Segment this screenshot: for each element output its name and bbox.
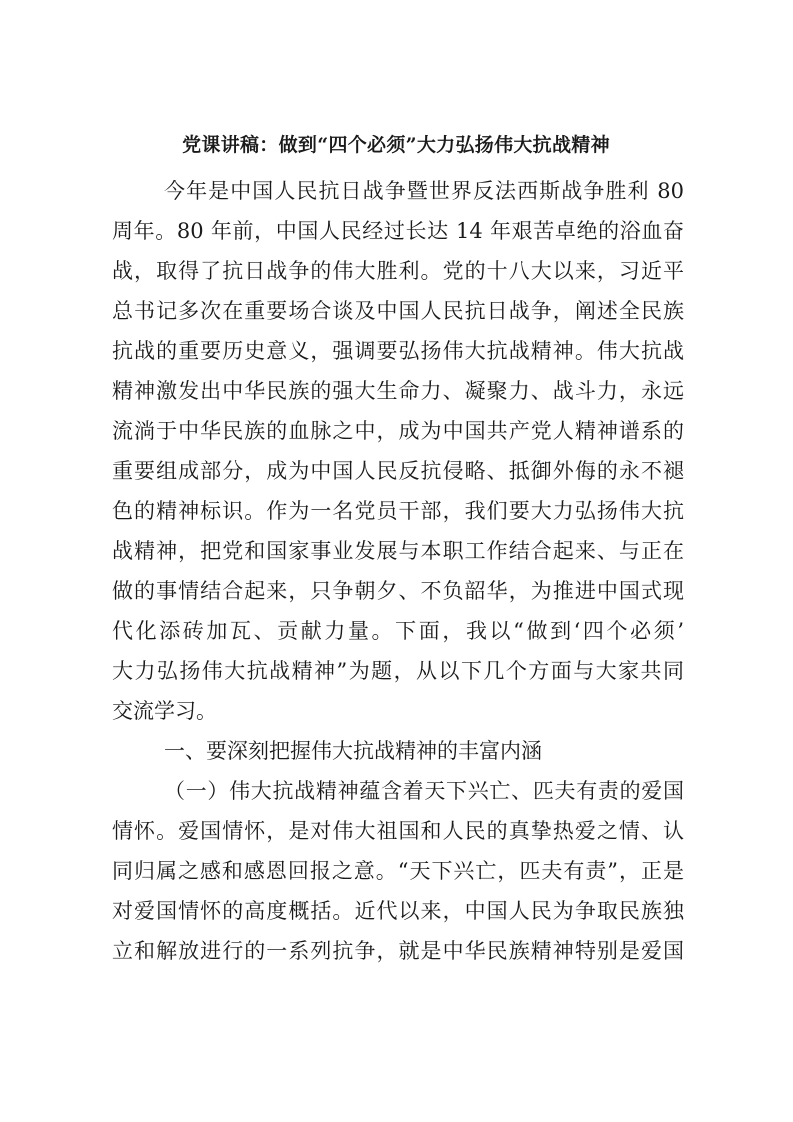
paragraph-line: 抗战的重要历史意义，强调要弘扬伟大抗战精神。伟大抗战 <box>112 339 684 363</box>
paragraph-line: 战，取得了抗日战争的伟大胜利。党的十八大以来，习近平 <box>112 259 684 283</box>
paragraph-line: 色的精神标识。作为一名党员干部，我们要大力弘扬伟大抗 <box>112 499 684 523</box>
paragraph-line: 战精神，把党和国家事业发展与本职工作结合起来、与正在 <box>112 539 684 563</box>
paragraph-line: 今年是中国人民抗日战争暨世界反法西斯战争胜利 80 <box>164 179 684 203</box>
paragraph-line: （一）伟大抗战精神蕴含着天下兴亡、匹夫有责的爱国 <box>164 779 684 803</box>
section-heading: 一、要深刻把握伟大抗战精神的丰富内涵 <box>164 739 542 763</box>
paragraph-line: 代化添砖加瓦、贡献力量。下面，我以“做到‘四个必须’ <box>112 619 684 643</box>
paragraph-line: 交流学习。 <box>112 699 217 723</box>
paragraph-line: 立和解放进行的一系列抗争，就是中华民族精神特别是爱国 <box>112 939 684 963</box>
paragraph-line: 大力弘扬伟大抗战精神”为题，从以下几个方面与大家共同 <box>112 659 684 683</box>
paragraph-line: 周年。80 年前，中国人民经过长达 14 年艰苦卓绝的浴血奋 <box>112 219 684 243</box>
paragraph-line: 总书记多次在重要场合谈及中国人民抗日战争，阐述全民族 <box>112 299 684 323</box>
paragraph-line: 情怀。爱国情怀，是对伟大祖国和人民的真挚热爱之情、认 <box>112 819 684 843</box>
paragraph-line: 流淌于中华民族的血脉之中，成为中国共产党人精神谱系的 <box>112 419 684 443</box>
paragraph-line: 重要组成部分，成为中国人民反抗侵略、抵御外侮的永不褪 <box>112 459 684 483</box>
paragraph-line: 精神激发出中华民族的强大生命力、凝聚力、战斗力，永远 <box>112 379 684 403</box>
paragraph-line: 同归属之感和感恩回报之意。“天下兴亡，匹夫有责”，正是 <box>112 859 684 883</box>
paragraph-line: 对爱国情怀的高度概括。近代以来，中国人民为争取民族独 <box>112 899 684 923</box>
paragraph-line: 做的事情结合起来，只争朝夕、不负韶华，为推进中国式现 <box>112 579 684 603</box>
document-title: 党课讲稿：做到“四个必须”大力弘扬伟大抗战精神 <box>182 134 610 156</box>
